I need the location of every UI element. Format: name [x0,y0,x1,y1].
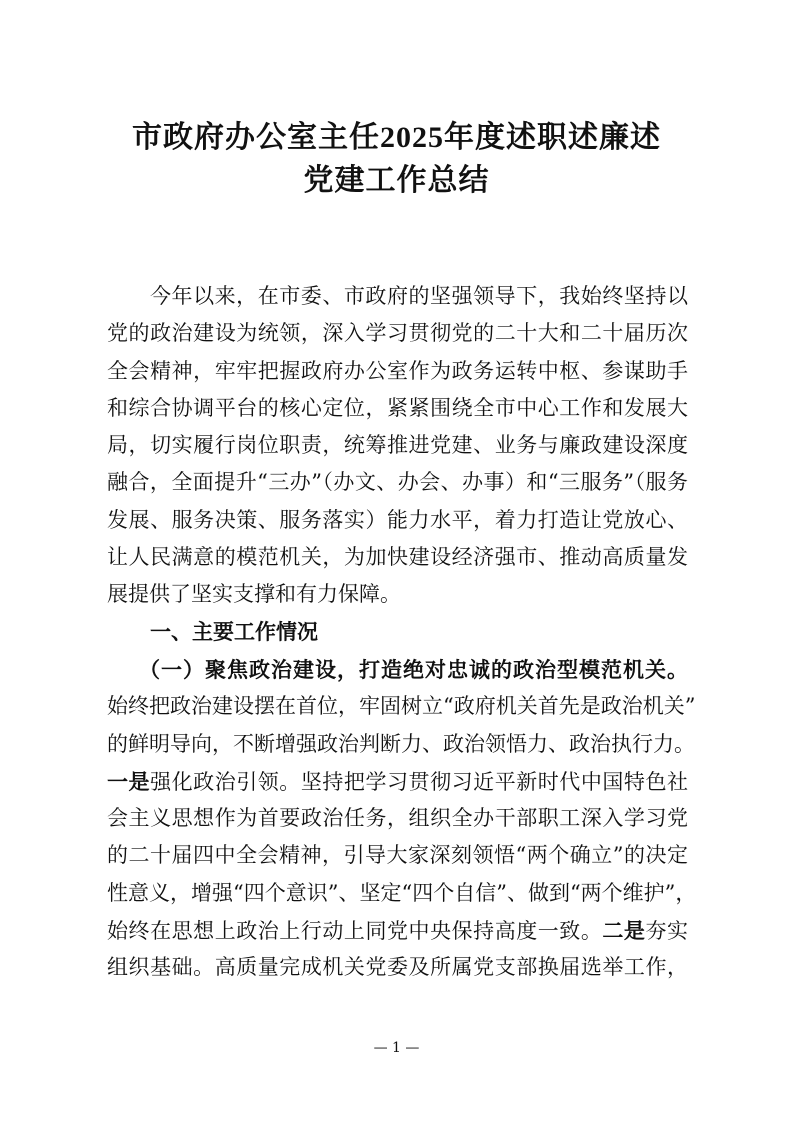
paragraph-line: 始终把政治建设摆在首位，牢固树立“政府机关首先是政治机关” [107,694,696,719]
paragraph-line: 发展、服务决策、服务落实）能力水平，着力打造让党放心、 [107,507,688,532]
paragraph-line: 和综合协调平台的核心定位，紧紧围绕全市中心工作和发展大 [107,395,688,420]
emphasis-text: 一是 [107,768,151,794]
paragraph-text: 强化政治引领。坚持把学习贯彻习近平新时代中国特色社 [150,769,688,794]
subsection-heading: （一）聚焦政治建设，打造绝对忠诚的政治型模范机关。 [139,656,688,682]
paragraph-text: 始终在思想上政治上行动上同党中央保持高度一致。 [107,919,603,944]
paragraph-line: 会主义思想作为首要政治任务，组织全办干部职工深入学习党 [107,806,688,831]
paragraph-line: 融合，全面提升“三办”（办文、办会、办事）和“三服务”（服务 [107,470,688,495]
paragraph-line: 展提供了坚实支撑和有力保障。 [107,582,401,607]
document-title-line-1: 市政府办公室主任2025年度述职述廉述 [132,121,661,154]
paragraph-line: 党的政治建设为统领，深入学习贯彻党的二十大和二十届历次 [107,321,688,346]
document-body [107,278,697,987]
paragraph-line: 全会精神，牢牢把握政府办公室作为政务运转中枢、参谋助手 [107,358,688,383]
emphasis-text: 二是 [602,918,646,944]
section-heading: 一、主要工作情况 [150,619,318,644]
paragraph-line: 的二十届四中全会精神，引导大家深刻领悟“两个确立”的决定 [107,843,688,868]
paragraph-line: 让人民满意的模范机关，为加快建设经济强市、推动高质量发 [107,545,688,570]
paragraph-line: 性意义，增强“四个意识”、坚定“四个自信”、做到“两个维护”， [107,880,697,905]
paragraph-text: 夯实 [645,919,689,944]
paragraph-line: 组织基础。高质量完成机关党委及所属党支部换届选举工作， [107,955,688,980]
paragraph-line: 今年以来，在市委、市政府的坚强领导下，我始终坚持以 [150,284,688,308]
document-title-line-2: 党建工作总结 [303,164,490,197]
paragraph-line: 局，切实履行岗位职责，统筹推进党建、业务与廉政建设深度 [107,433,688,458]
page-number: — 1 — [373,1040,420,1056]
paragraph-line [107,912,688,949]
paragraph-line: 的鲜明导向，不断增强政治判断力、政治领悟力、政治执行力。 [107,731,695,756]
paragraph-line [107,763,688,800]
